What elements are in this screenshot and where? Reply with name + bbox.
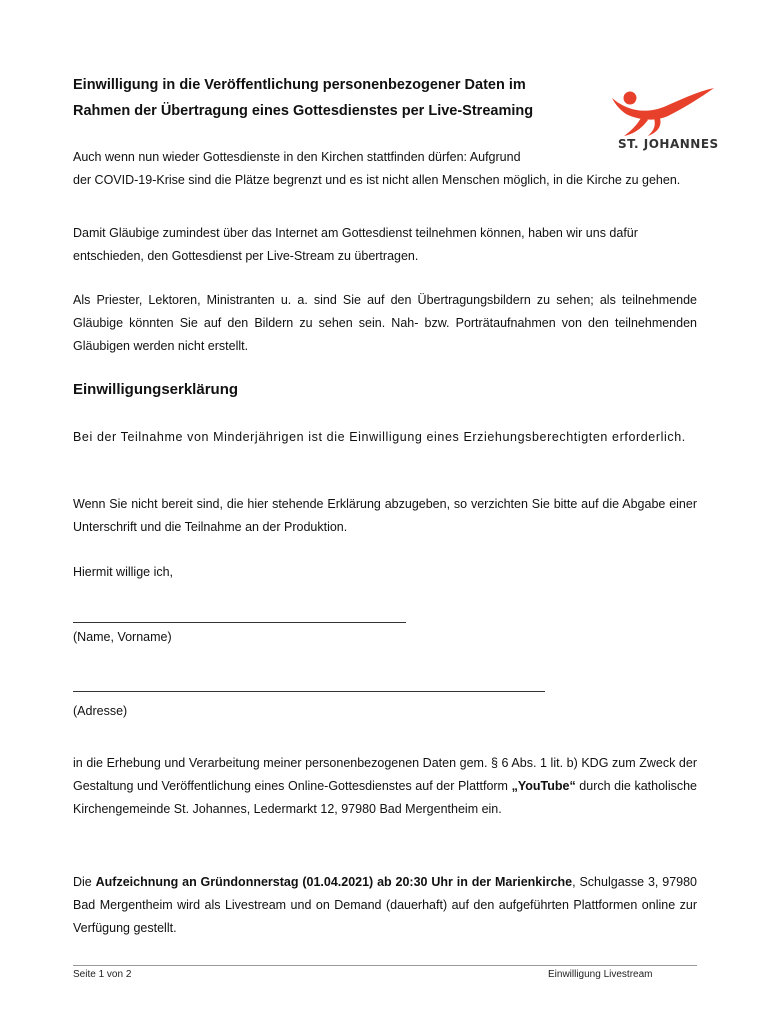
intro-line-1: Auch wenn nun wieder Gottesdienste in den Kirchen stattfinden dürfen: Aufgrund [73,150,521,164]
footer-divider [73,965,697,966]
recording-date: Aufzeichnung an Gründonnerstag (01.04.2021) ab 20:30 Uhr in der Marienkirche [95,875,573,889]
footer-title: Einwilligung Livestream [548,969,653,980]
processing-text-post: durch die katholische Kirchengemeinde St. Johannes, Ledermarkt 12, 97980 Bad Mergentheim ein. [73,779,697,816]
recording-text-post: , Schulgasse 3, 97980 Bad Mergentheim wird als Livestream und on Demand (dauerhaft) auf den aufgeführten Plattformen online zur Verfügung gestellt. [73,875,697,935]
document-title [73,72,593,124]
title-line-2: Rahmen der Übertragung eines Gottesdienstes per Live-Streaming [73,103,534,119]
paragraph-livestream: Damit Gläubige zumindest über das Internet am Gottesdienst teilnehmen können, haben wir uns dafür entschieden, den Gottesdienst per Live-Stream zu übertragen. [73,226,638,263]
paragraph-refusal: Wenn Sie nicht bereit sind, die hier stehende Erklärung abzugeben, so verzichten Sie bitte auf die Abgabe einer Unterschrift und die Teilnahme an der Produktion. [73,497,697,534]
name-signature-line[interactable] [73,622,406,623]
address-signature-line[interactable] [73,691,545,692]
logo-text: ST. JOHANNES [618,137,719,151]
paragraph-data-processing [73,752,697,821]
recording-text-pre: Die [73,875,96,889]
title-line-1: Einwilligung in die Veröffentlichung personenbezogener Daten im [73,77,526,93]
page-number: Seite 1 von 2 [73,969,132,980]
name-label: (Name, Vorname) [73,630,172,644]
section-heading: Einwilligungserklärung [73,381,239,398]
paragraph-minors: Bei der Teilnahme von Minderjährigen ist die Einwilligung eines Erziehungsberechtigten erforderlich. [73,430,686,444]
paragraph-consent-intro: Hiermit willige ich, [73,565,174,579]
platform-name: „YouTube“ [511,779,576,793]
intro-rest: der COVID-19-Krise sind die Plätze begrenzt und es ist nicht allen Menschen möglich, in die Kirche zu gehen. [73,173,681,187]
processing-text-pre: in die Erhebung und Verarbeitung meiner personenbezogenen Daten gem. § 6 Abs. 1 lit. b) KDG zum Zweck der Gestaltung und Veröffentlichung eines Online-Gottesdienstes auf der Plattform [73,756,697,793]
address-label: (Adresse) [73,704,128,718]
paragraph-recording [73,871,697,940]
paragraph-participants: Als Priester, Lektoren, Ministranten u. a. sind Sie auf den Übertragungsbildern zu sehen; als teilnehmende Gläubige könnten Sie auf den Bildern zu sehen sein. Nah- bzw. Porträtaufnahmen von den teilnehmenden Gläubigen werden nicht erstellt. [73,293,697,353]
